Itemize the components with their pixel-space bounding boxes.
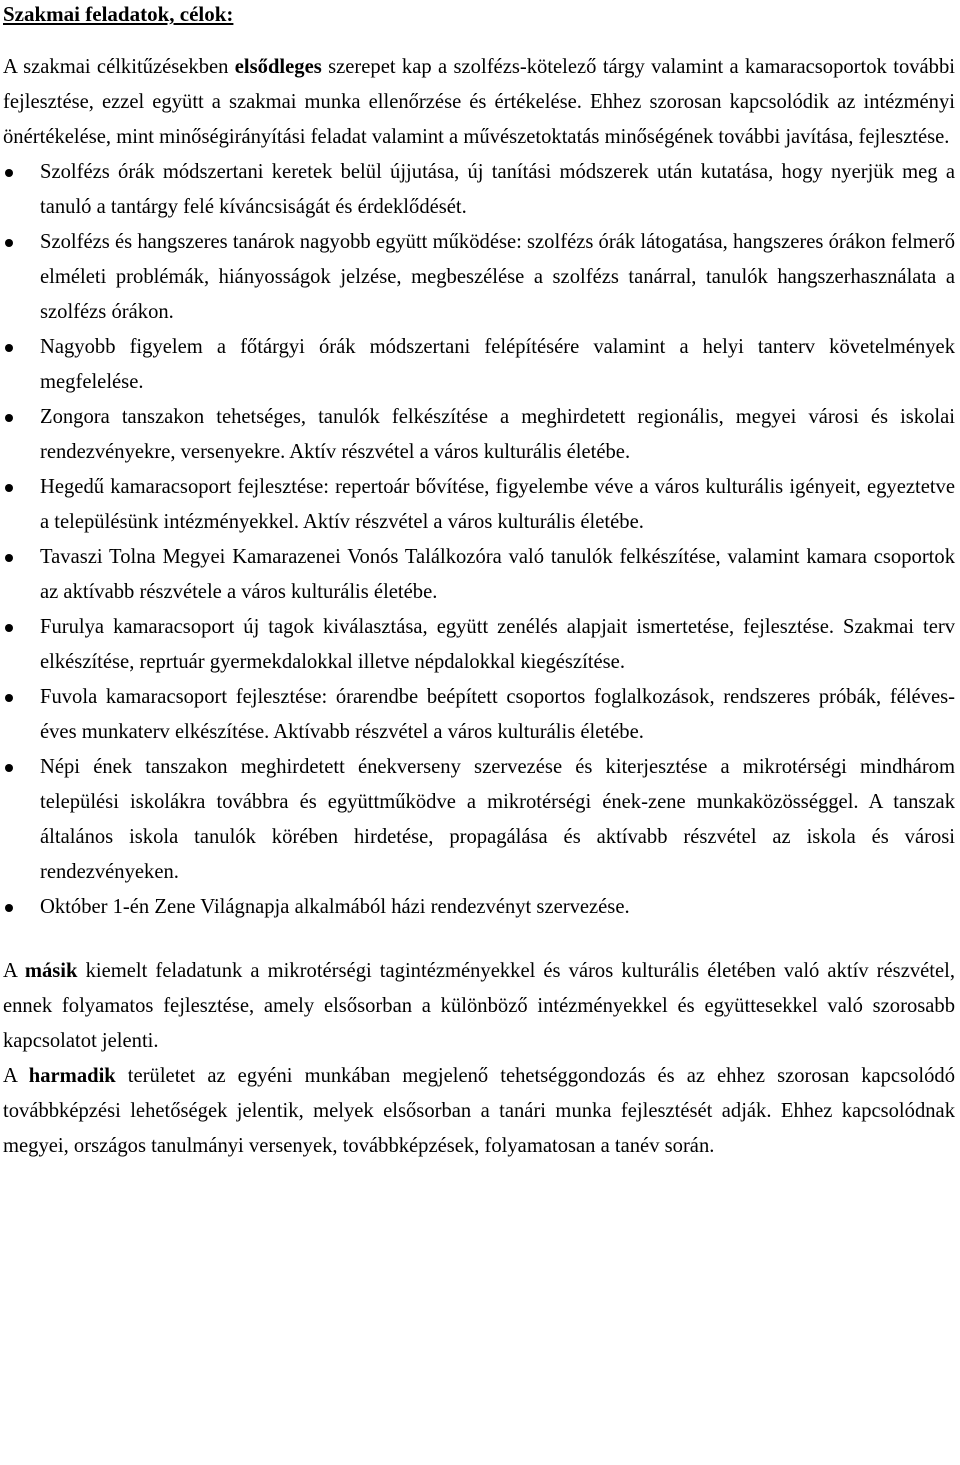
second-text-before: A [3, 960, 25, 982]
bullet-icon [5, 904, 13, 912]
bullet-icon [5, 554, 13, 562]
goal-item [3, 890, 955, 925]
goal-item [3, 400, 955, 470]
bullet-icon [5, 624, 13, 632]
third-emphasis: harmadik [28, 1065, 116, 1087]
bullet-icon [5, 764, 13, 772]
intro-text-after: szerepet kap a szolfézs-kötelező tárgy valamint a kamaracsoportok további fejlesztése, ezzel együtt a szakmai munka ellenőrzése és értékelése. Ehhez szorosan kapcsolódik az intézményi önértékelése, mint minőségirányítási feladat valamint a művészetoktatás minőségének további javítása, fejlesztése. [3, 56, 955, 148]
section-heading: Szakmai feladatok, célok: [3, 2, 234, 26]
bullet-icon [5, 694, 13, 702]
goal-item-text: Furulya kamaracsoport új tagok kiválasztása, együtt zenélés alapjait ismertetése, fejlesztése. Szakmai terv elkészítése, reprtuár gyermekdalokkal illetve népdalokkal kiegészítése. [40, 616, 955, 673]
second-task-paragraph [3, 954, 955, 1059]
bullet-icon [5, 484, 13, 492]
goal-item [3, 540, 955, 610]
third-task-paragraph [3, 1059, 955, 1164]
bullet-icon [5, 344, 13, 352]
goal-item-text: Fuvola kamaracsoport fejlesztése: órarendbe beépített csoportos foglalkozások, rendszeres próbák, féléves-éves munkaterv elkészítése. Aktívabb részvétel a város kulturális életébe. [40, 686, 955, 743]
goal-item-text: Szolfézs órák módszertani keretek belül újjutása, új tanítási módszerek után kutatása, hogy nyerjük meg a tanuló a tantárgy felé kíváncsiságát és érdeklődését. [40, 161, 955, 218]
bullet-icon [5, 169, 13, 177]
section-gap [3, 925, 955, 954]
goal-item [3, 155, 955, 225]
second-emphasis: másik [24, 960, 78, 982]
bullet-icon [5, 414, 13, 422]
goal-item [3, 680, 955, 750]
goal-item [3, 330, 955, 400]
third-text-before: A [3, 1065, 29, 1087]
goal-item-text: Népi ének tanszakon meghirdetett énekverseny szervezése és kiterjesztése a mikrotérségi mindhárom települési iskolákra továbbra és együttműködve a mikrotérségi ének-zene munkaközösséggel. A tanszak általános iskola tanulók körében hirdetése, propagálása és aktívabb részvétel az iskola és városi rendezvényeken. [40, 756, 955, 883]
intro-text-before: A szakmai célkitűzésekben [3, 56, 235, 78]
goal-item [3, 610, 955, 680]
intro-emphasis: elsődleges [234, 56, 322, 78]
document-page [3, 0, 955, 1164]
third-text-after: területet az egyéni munkában megjelenő tehetséggondozás és az ehhez szorosan kapcsolódó továbbképzési lehetőségek jelentik, melyek elsősorban a tanári munka fejlesztését adják. Ehhez kapcsolódnak megyei, országos tanulmányi versenyek, továbbképzések, folyamatosan a tanév során. [3, 1065, 955, 1157]
goal-item-text: Október 1-én Zene Világnapja alkalmából házi rendezvényt szervezése. [40, 896, 630, 918]
goal-item-text: Nagyobb figyelem a főtárgyi órák módszertani felépítésére valamint a helyi tanterv követelmények megfelelése. [40, 336, 955, 393]
bullet-icon [5, 239, 13, 247]
goal-list [3, 155, 955, 925]
goal-item [3, 750, 955, 890]
second-text-after: kiemelt feladatunk a mikrotérségi tagintézményekkel és város kulturális életében való aktív részvétel, ennek folyamatos fejlesztése, amely elsősorban a különböző intézményekkel és együttesekkel való szorosabb kapcsolatot jelenti. [3, 960, 956, 1052]
goal-item-text: Szolfézs és hangszeres tanárok nagyobb együtt működése: szolfézs órák látogatása, hangszeres órákon felmerő elméleti problémák, hiányosságok jelzése, megbeszélése a szolfézs tanárral, tanulók hangszerhasználata a szolfézs órákon. [40, 231, 955, 323]
goal-item-text: Hegedű kamaracsoport fejlesztése: repertoár bővítése, figyelembe véve a város kulturális igényeit, egyeztetve a településünk intézményekkel. Aktív részvétel a város kulturális életébe. [40, 476, 955, 533]
goal-item-text: Zongora tanszakon tehetséges, tanulók felkészítése a meghirdetett regionális, megyei városi és iskolai rendezvényekre, versenyekre. Aktív részvétel a város kulturális életébe. [40, 406, 955, 463]
intro-paragraph [3, 50, 955, 155]
goal-item [3, 225, 955, 330]
goal-item [3, 470, 955, 540]
goal-item-text: Tavaszi Tolna Megyei Kamarazenei Vonós Találkozóra való tanulók felkészítése, valamint kamara csoportok az aktívabb részvétele a város kulturális életébe. [40, 546, 955, 603]
